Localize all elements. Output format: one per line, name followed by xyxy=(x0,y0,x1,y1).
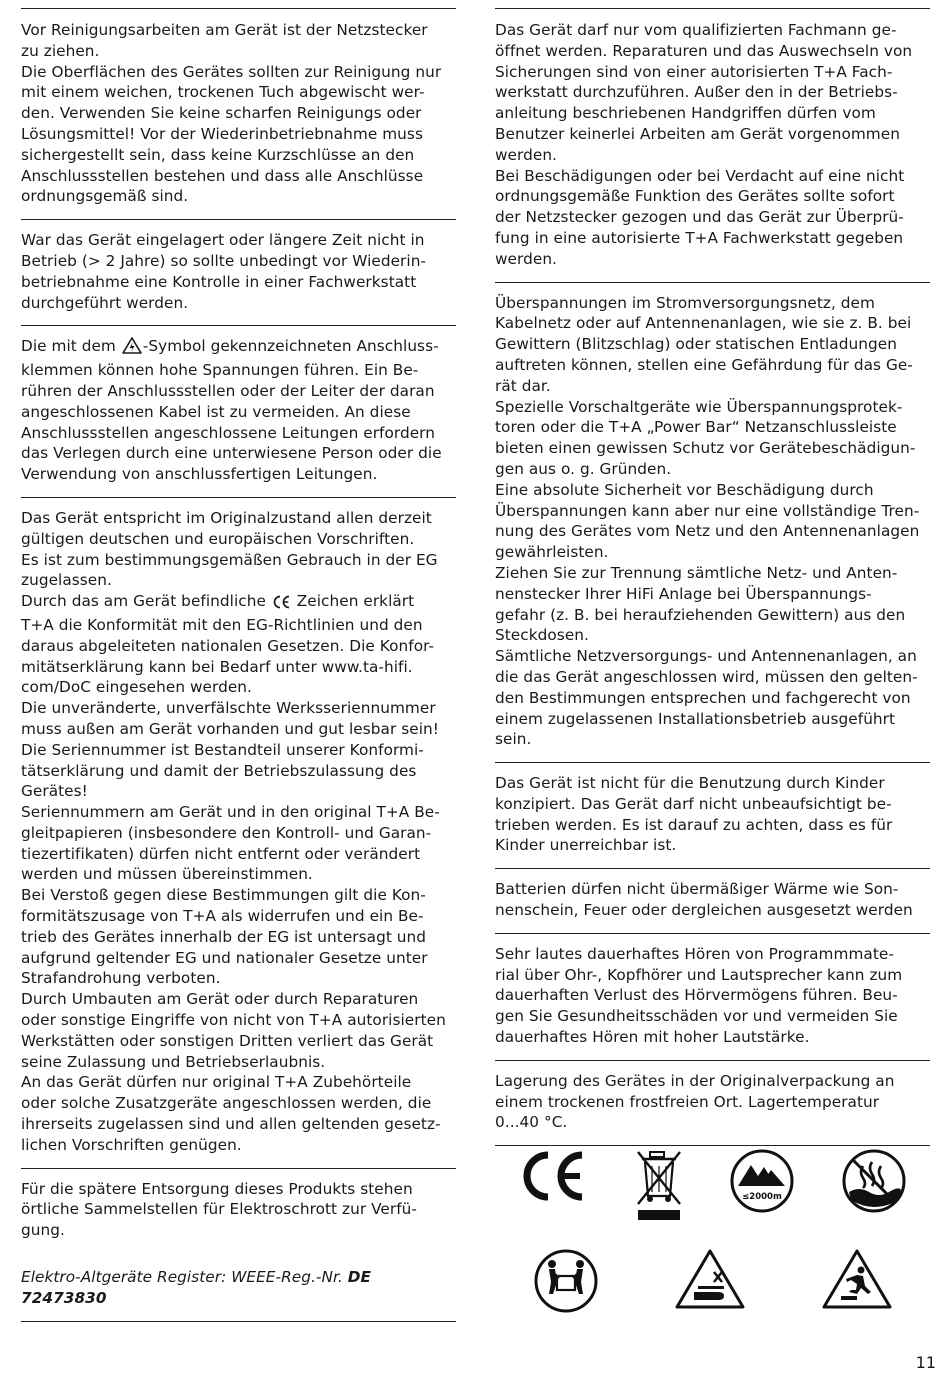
two-person-lift-icon xyxy=(533,1248,599,1314)
high-voltage-text: Die mit dem -Symbol gekennzeichneten Anschluss- klemmen können hohe Spannungen führen. Ein Be- rühren der Anschlussstellen oder der Leiter der daran angeschlossenen Kabel ist zu vermeiden. An diese Anschlussstellen angeschlossene Leitungen erfordern das Verlegen durch eine unterwiesene Person oder die Verwendung von anschlussfertigen Leitungen. xyxy=(21,337,442,484)
altitude-limit-icon xyxy=(729,1148,795,1214)
children-text: Das Gerät ist nicht für die Benutzung durch Kinder konzipiert. Das Gerät darf nicht unbeaufsichtigt be- trieben werden. Es ist darauf zu achten, dass es für Kinder unerreichbar ist. xyxy=(495,774,893,855)
left-column xyxy=(21,8,456,1322)
symbols-row-1 xyxy=(495,1148,930,1224)
page-number: 11 xyxy=(915,1353,936,1372)
hearing-text: Sehr lautes dauerhaftes Hören von Programmmate- rial über Ohr-, Kopfhörer und Lautsprecher kann zum dauerhaften Verlust des Hörvermögens führen. Beu- gen Sie Gesundheitsschäden vor und vermeiden Sie dauerhaftes Hören mit hoher Lautstärke. xyxy=(495,944,903,1047)
storage-conditions-text: Lagerung des Gerätes in der Originalverpackung an einem trockenen frostfreien Ort. Lagertemperatur 0...40 °C. xyxy=(495,1071,895,1132)
weee-number: DE 72473830 xyxy=(21,1268,371,1307)
conformity-notice xyxy=(21,497,456,1168)
cleaning-notice xyxy=(21,8,456,219)
overvoltage-text: Überspannungen im Stromversorgungsnetz, dem Kabelnetz oder auf Antennenanlagen, wie sie z. B. bei Gewittern (Blitzschlag) oder statischen Entladungen auftreten können, stellen eine Gefährdung für das Ge- rät dar. Spezielle Vorschaltgeräte wie Überspannungsprotek- toren oder die T+A „Power Bar“ Netzanschlussleiste bieten einen gewissen Schutz vor Gerätebeschädigun- gen aus o. g. Gründen. Eine absolute Sicherheit vor Beschädigung durch Überspannungen kann aber nur eine vollständige Tren- nung des Gerätes vom Netz und den Antennenanlagen gewährleisten. Ziehen Sie zur Trennung sämtliche Netz- und Anten- nenstecker Ihrer HiFi Anlage bei Überspannungs- gefahr (z. B. bei heraufziehenden Gewittern) aus den Steckdosen. Sämtliche Netzversorgungs- und Antennenanlagen, an die das Gerät angeschlossen wird, müssen den gelten- den Bestimmungen entsprechen und fachgerecht von einem zugelassenen Installationsbetrieb ausgeführt sein. xyxy=(495,293,920,749)
battery-notice xyxy=(495,868,930,933)
no-humidity-icon xyxy=(841,1148,907,1214)
left-bottom-rule xyxy=(21,1321,456,1322)
trip-hazard-warning-icon xyxy=(821,1248,893,1310)
hearing-notice xyxy=(495,933,930,1060)
battery-text: Batterien dürfen nicht übermäßiger Wärme wie Son- nenschein, Feuer oder dergleichen ausgesetzt werden xyxy=(495,880,913,920)
ce-mark-icon xyxy=(272,594,291,615)
storage-inspection-notice xyxy=(21,219,456,325)
hand-crush-warning-icon xyxy=(674,1248,746,1310)
warning-triangle-icon xyxy=(122,337,142,360)
storage-conditions-notice xyxy=(495,1060,930,1145)
right-column xyxy=(495,8,930,1146)
high-voltage-notice xyxy=(21,325,456,497)
service-notice xyxy=(495,8,930,282)
service-text: Das Gerät darf nur vom qualifizierten Fachmann ge- öffnet werden. Reparaturen und das Auswechseln von Sicherungen sind von einer autorisierten T+A Fach- werkstatt durchzuführen. Außer den in der Betriebs- anleitung beschriebenen Handgriffen dürfen vom Benutzer keinerlei Arbeiten am Gerät vorgenommen werden. Bei Beschädigungen oder bei Verdacht auf eine nicht ordnungsgemäße Funktion des Gerätes sollte sofort der Netzstecker gezogen und das Gerät zur Überprü- fung in eine autorisierte T+A Fachwerkstatt gegeben werden. xyxy=(495,21,913,268)
symbols-row-2 xyxy=(495,1248,930,1314)
altitude-label: ≤2000m xyxy=(742,1192,783,1202)
ce-symbol-icon xyxy=(518,1148,588,1204)
overvoltage-notice xyxy=(495,282,930,763)
disposal-text: Für die spätere Entsorgung dieses Produkts stehen örtliche Sammelstellen für Elektroschrott zur Verfü- gung. xyxy=(21,1179,417,1240)
weee-register: Elektro-Altgeräte Register: WEEE-Reg.-Nr. DE 72473830 xyxy=(21,1268,371,1307)
weee-bin-icon xyxy=(634,1148,684,1224)
storage-inspection-text: War das Gerät eingelagert oder längere Zeit nicht in Betrieb (> 2 Jahre) so sollte unbedingt vor Wiederin- betriebnahme eine Kontrolle in einer Fachwerkstatt durchgeführt werden. xyxy=(21,231,427,312)
conformity-text: Das Gerät entspricht im Originalzustand allen derzeit gültigen deutschen und europäischen Vorschriften. Es ist zum bestimmungsgemäßen Gebrauch in der EG zugelassen. Durch das am Gerät befindliche Zeichen erklärt T+A die Konformität mit den EG-Richtlinien und den daraus abgeleiteten nationalen Gesetzen. Die Konfor- mitätserklärung kann bei Bedarf unter www.ta-hifi. com/DoC eingesehen werden. Die unveränderte, unverfälschte Werksseriennummer muss außen am Gerät vorhanden und gut lesbar sein! Die Seriennummer ist Bestandteil unserer Konformi- tätserklärung und damit der Betriebszulassung des Gerätes! Seriennummern am Gerät und in den original T+A Be- gleitpapieren (insbesondere den Kontroll- und Garan- tiezertifikaten) dürfen nicht entfernt oder verändert werden und müssen übereinstimmen. Bei Verstoß gegen diese Bestimmungen gilt die Kon- formitätszusage von T+A als widerrufen und ein Be- trieb des Gerätes innerhalb der EG ist untersagt und aufgrund geltender EG und nationaler Gesetze unter Strafandrohung verboten. Durch Umbauten am Gerät oder durch Reparaturen oder sonstige Eingriffe von nicht von T+A autorisierten Werkstätten oder sonstigen Dritten verliert das Gerät seine Zulassung und Betriebserlaubnis. An das Gerät dürfen nur original T+A Zubehörteile oder solche Zusatzgeräte angeschlossen werden, die ihrerseits zugelassen sind und allen geltenden gesetz- lichen Vorschriften genügen. xyxy=(21,508,446,1154)
disposal-notice xyxy=(21,1168,456,1321)
cleaning-notice-text: Vor Reinigungsarbeiten am Gerät ist der Netzstecker zu ziehen. Die Oberflächen des Gerätes sollten zur Reinigung nur mit einem weichen, trockenen Tuch abgewischt wer- den. Verwenden Sie keine scharfen Reinigungs oder Lösungsmittel! Vor der Wiederinbetriebnahme muss sichergestellt sein, dass keine Kurzschlüsse an den Anschlussstellen bestehen und dass alle Anschlüsse ordnungsgemäß sind. xyxy=(21,21,442,206)
children-notice xyxy=(495,762,930,868)
right-bottom-rule xyxy=(495,1145,930,1146)
